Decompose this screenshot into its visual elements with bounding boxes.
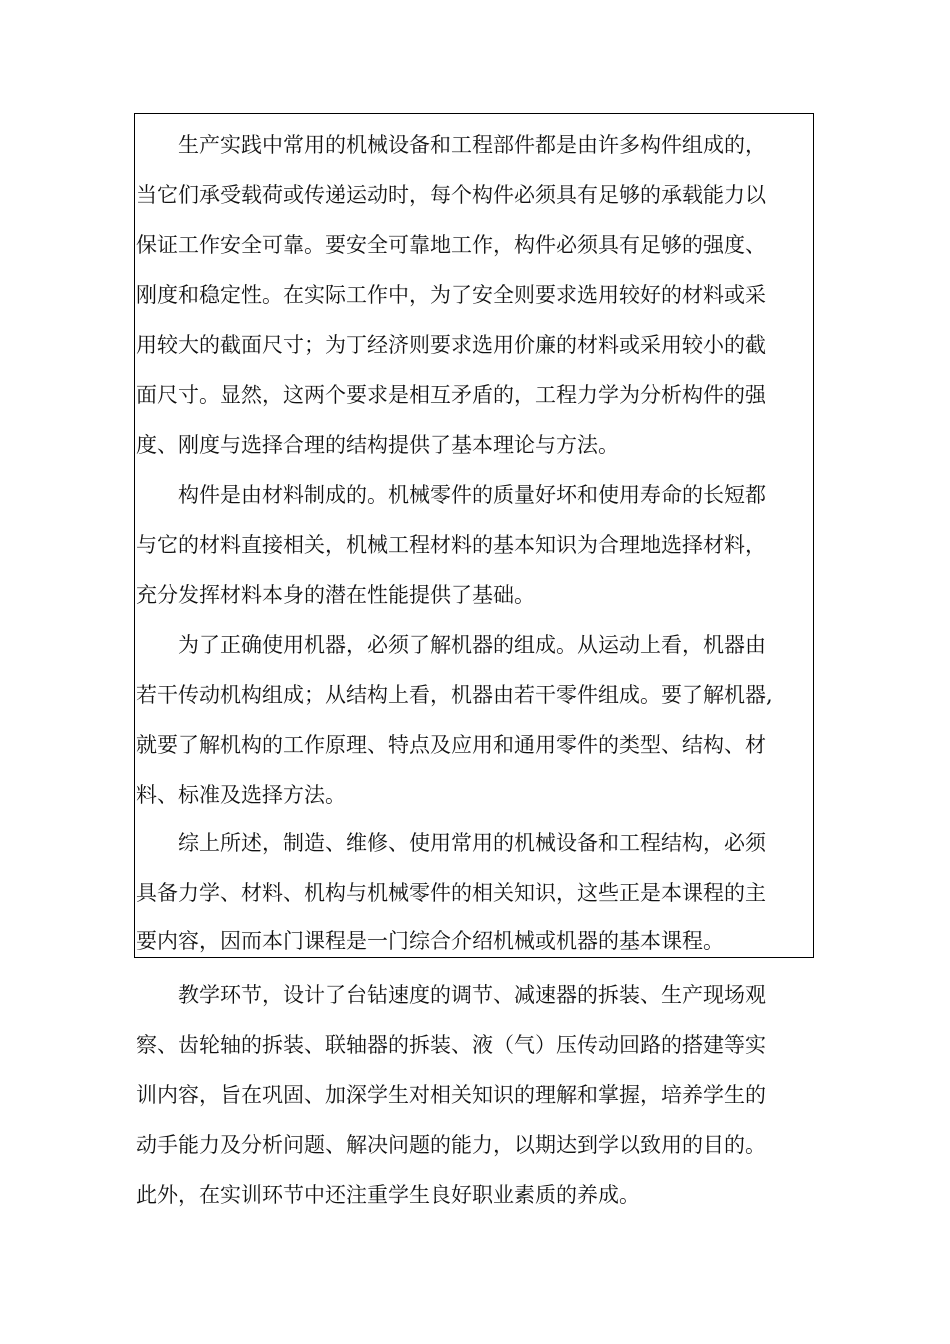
text-line: 教学环节，设计了台钻速度的调节、减速器的拆装、生产现场观 [178,983,766,1007]
text-line: 若干传动机构组成；从结构上看，机器由若干零件组成。要了解机器, [136,683,773,707]
text-line: 要内容，因而本门课程是一门综合介绍机械或机器的基本课程。 [136,929,724,953]
text-line: 构件是由材料制成的。机械零件的质量好坏和使用寿命的长短都 [178,483,766,507]
text-line: 动手能力及分析问题、解决问题的能力，以期达到学以致用的目的。 [136,1133,766,1157]
text-line: 面尺寸。显然，这两个要求是相互矛盾的，工程力学为分析构件的强 [136,383,766,407]
text-line: 为了正确使用机器，必须了解机器的组成。从运动上看，机器由 [178,633,766,657]
text-line: 此外，在实训环节中还注重学生良好职业素质的养成。 [136,1183,640,1207]
text-line: 料、标准及选择方法。 [136,783,346,807]
text-line: 度、刚度与选择合理的结构提供了基本理论与方法。 [136,433,619,457]
text-line: 充分发挥材料本身的潜在性能提供了基础。 [136,583,535,607]
text-line: 生产实践中常用的机械设备和工程部件都是由许多构件组成的， [178,133,766,157]
text-line: 就要了解机构的工作原理、特点及应用和通用零件的类型、结构、材 [136,733,766,757]
text-line: 保证工作安全可靠。要安全可靠地工作，构件必须具有足够的强度、 [136,233,766,257]
text-line: 训内容，旨在巩固、加深学生对相关知识的理解和掌握，培养学生的 [136,1083,766,1107]
text-line: 用较大的截面尺寸；为丁经济则要求选用价廉的材料或采用较小的截 [136,333,766,357]
text-line: 综上所述，制造、维修、使用常用的机械设备和工程结构，必须 [178,831,766,855]
text-line: 刚度和稳定性。在实际工作中，为了安全则要求选用较好的材料或采 [136,283,766,307]
text-line: 察、齿轮轴的拆装、联轴器的拆装、液（气）压传动回路的搭建等实 [136,1033,766,1057]
text-line: 当它们承受载荷或传递运动时，每个构件必须具有足够的承载能力以 [136,183,766,207]
text-line: 具备力学、材料、机构与机械零件的相关知识，这些正是本课程的主 [136,881,766,905]
text-line: 与它的材料直接相关，机械工程材料的基本知识为合理地选择材料， [136,533,766,557]
